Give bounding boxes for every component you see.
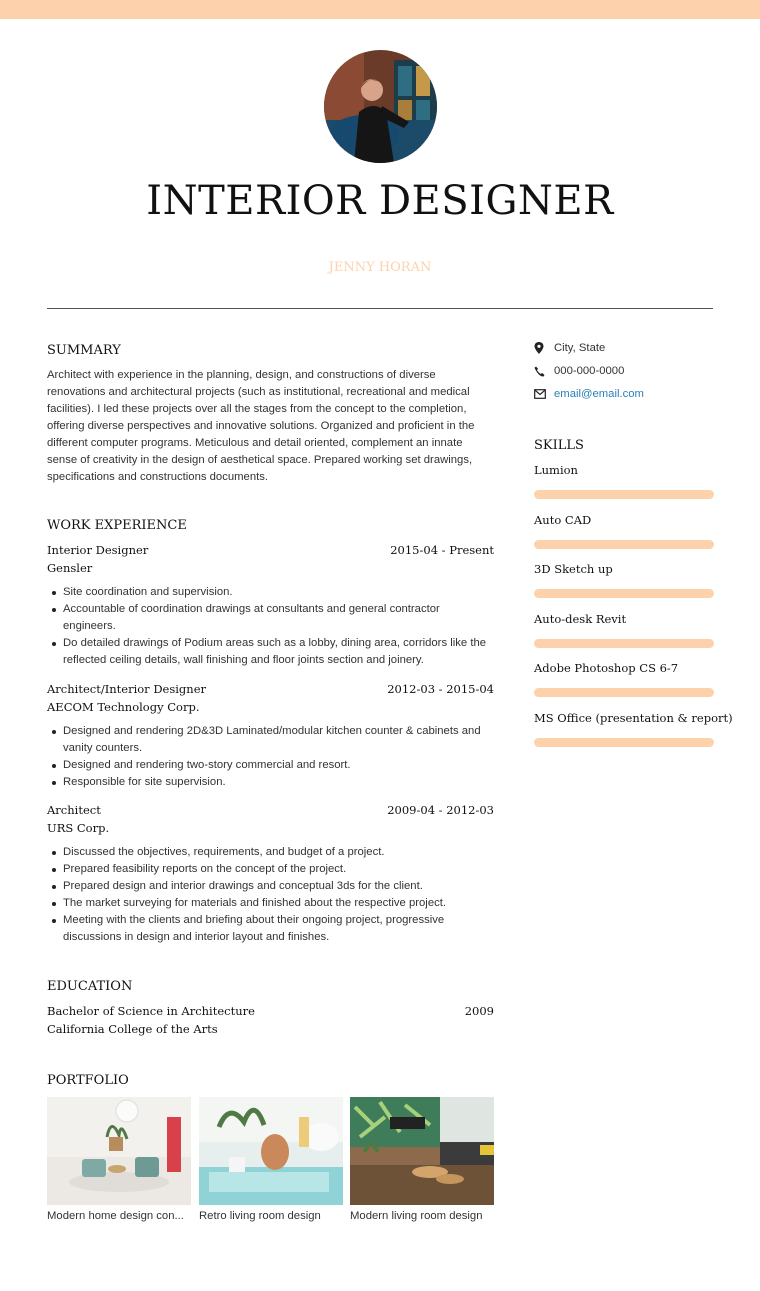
email-link[interactable]: email@email.com — [554, 388, 644, 400]
skill-level-fill — [534, 688, 714, 697]
job-dates: 2015-04 - Present — [390, 543, 494, 557]
envelope-icon — [534, 389, 554, 399]
page-title: INTERIOR DESIGNER — [146, 178, 614, 224]
skill-name: Adobe Photoshop CS 6-7 — [534, 661, 679, 675]
job-dates: 2012-03 - 2015-04 — [387, 682, 494, 696]
job-bullet: Meeting with the clients and briefing about their ongoing project, progressive discussions in design and interior layout and finishes. — [47, 912, 494, 946]
skill-name: 3D Sketch up — [534, 562, 613, 576]
top-accent-bar — [0, 0, 760, 19]
job-bullet: Prepared design and interior drawings and conceptual 3ds for the client. — [47, 878, 494, 895]
education-school: California College of the Arts — [47, 1022, 218, 1036]
skill-level-fill — [534, 639, 714, 648]
header-divider — [47, 308, 713, 309]
skill-level-fill — [534, 490, 714, 499]
portfolio-heading: PORTFOLIO — [47, 1073, 129, 1088]
job-bullet: Site coordination and supervision. — [47, 584, 494, 601]
phone-icon — [534, 366, 554, 377]
summary-text: Architect with experience in the planning, design, and constructions of diverse renovations and architectural projects (such as institutional, recreational and medical facilities). I led these projects over all the stages from the concept to the completion, offering diverse perspectives and innovative solutions. Organized and proficient in the different computer programs. Meticulous and detail oriented, complement an innate sense of creativity in the design of aesthetical space. Prepared working set drawings, specifications and constructions documents. — [47, 369, 475, 483]
skill-level-bar — [534, 738, 714, 747]
job-bullet: Designed and rendering two-story commercial and resort. — [47, 757, 494, 774]
job-entry — [47, 543, 494, 669]
skill-level-bar — [534, 589, 714, 598]
job-bullet: Accountable of coordination drawings at consultants and general contractor engineers. — [47, 601, 494, 635]
portfolio-caption: Modern home design con... — [47, 1210, 184, 1222]
skill-level-fill — [534, 540, 714, 549]
summary-heading: SUMMARY — [47, 343, 121, 358]
job-bullets — [47, 723, 494, 791]
contact-phone — [534, 362, 714, 380]
portfolio-image-modern-home[interactable] — [47, 1097, 191, 1205]
job-title: Architect/Interior Designer — [47, 682, 206, 696]
job-title: Interior Designer — [47, 543, 149, 557]
portfolio-image-retro-living-room[interactable] — [199, 1097, 343, 1205]
skill-level-bar — [534, 490, 714, 499]
contact-phone-text: 000-000-0000 — [554, 365, 625, 377]
job-bullets — [47, 584, 494, 669]
job-bullets — [47, 844, 494, 946]
skill-level-bar — [534, 540, 714, 549]
portfolio-image-modern-living-room[interactable] — [350, 1097, 494, 1205]
work-experience-heading: WORK EXPERIENCE — [47, 518, 187, 533]
skill-name: MS Office (presentation & report) — [534, 711, 733, 725]
skills-heading: SKILLS — [534, 438, 584, 453]
contact-location — [534, 339, 714, 357]
job-bullet: Prepared feasibility reports on the concept of the project. — [47, 861, 494, 878]
map-pin-icon — [534, 342, 554, 354]
portfolio-caption: Modern living room design — [350, 1210, 483, 1222]
skill-name: Auto-desk Revit — [534, 612, 627, 626]
skill-level-fill — [534, 738, 714, 747]
job-title: Architect — [47, 803, 101, 817]
job-entry — [47, 803, 494, 946]
portfolio-caption: Retro living room design — [199, 1210, 321, 1222]
job-company: Gensler — [47, 561, 93, 575]
skill-level-bar — [534, 639, 714, 648]
education-year: 2009 — [464, 1004, 494, 1018]
job-entry — [47, 682, 494, 791]
job-bullet: Designed and rendering 2D&3D Laminated/modular kitchen counter & cabinets and vanity counters. — [47, 723, 494, 757]
person-name: JENNY HORAN — [328, 260, 432, 275]
job-company: URS Corp. — [47, 821, 110, 835]
education-entry — [47, 1004, 494, 1045]
job-bullet: The market surveying for materials and finished about the respective project. — [47, 895, 494, 912]
skill-name: Lumion — [534, 463, 578, 477]
education-degree: Bachelor of Science in Architecture — [47, 1004, 255, 1018]
education-heading: EDUCATION — [47, 979, 133, 994]
skill-level-bar — [534, 688, 714, 697]
avatar — [324, 50, 437, 163]
contact-email[interactable] — [534, 385, 714, 403]
job-bullet: Responsible for site supervision. — [47, 774, 494, 791]
skill-name: Auto CAD — [534, 513, 592, 527]
contact-location-text: City, State — [554, 342, 606, 354]
job-bullet: Do detailed drawings of Podium areas such as a lobby, dining area, corridors like the reflected ceiling details, wall finishing and floor joints section and joinery. — [47, 635, 494, 669]
job-company: AECOM Technology Corp. — [47, 700, 200, 714]
job-dates: 2009-04 - 2012-03 — [387, 803, 494, 817]
job-bullet: Discussed the objectives, requirements, and budget of a project. — [47, 844, 494, 861]
skill-level-fill — [534, 589, 714, 598]
